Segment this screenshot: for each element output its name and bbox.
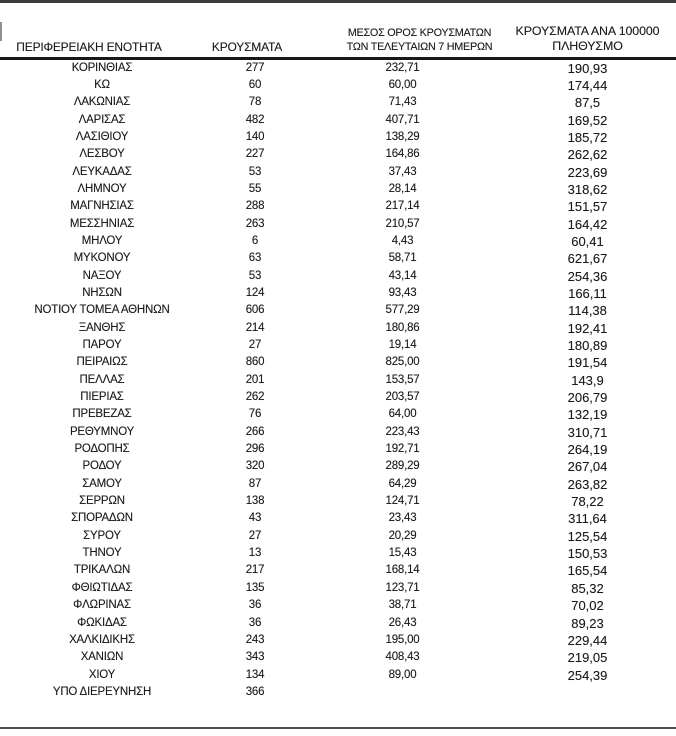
cell-7day-average: 4,43 (391, 234, 414, 247)
table-row (0, 198, 676, 215)
cell-cases-per-100000: 89,23 (571, 615, 604, 631)
cell-7day-average: 168,14 (385, 564, 420, 577)
cell-region: ΦΩΚΙΔΑΣ (77, 616, 127, 629)
header-7day-average (323, 0, 516, 57)
cell-region: ΡΟΔΟΥ (82, 460, 122, 473)
cell-cases-per-100000: 206,79 (567, 390, 608, 406)
cell-7day-average: 153,57 (385, 373, 420, 386)
cell-cases-per-100000: 223,69 (567, 164, 608, 180)
cell-cases-per-100000: 264,19 (567, 442, 608, 458)
header-7day-average-line2: ΤΩΝ ΤΕΛΕΥΤΑΙΩΝ 7 ΗΜΕΡΩΝ (346, 40, 493, 53)
cell-7day-average: 20,29 (388, 529, 417, 542)
cell-cases-per-100000: 143,9 (571, 372, 604, 388)
cell-7day-average: 60,00 (388, 78, 417, 91)
cell-region: ΝΗΣΩΝ (82, 286, 122, 299)
cell-cases-per-100000: 125,54 (567, 528, 608, 544)
cell-region: ΛΗΜΝΟΥ (77, 182, 127, 195)
cell-7day-average: 164,86 (385, 148, 420, 161)
table-row (0, 545, 676, 562)
cell-7day-average: 210,57 (385, 217, 420, 230)
cell-7day-average: 28,14 (388, 182, 417, 195)
cell-cases: 135 (245, 581, 265, 594)
cell-cases: 860 (245, 356, 265, 369)
cell-region: ΞΑΝΘΗΣ (78, 321, 126, 334)
table-row (0, 112, 676, 129)
cell-cases: 124 (245, 286, 265, 299)
cell-cases-per-100000: 174,44 (567, 77, 608, 93)
cell-cases: 217 (245, 564, 265, 577)
cell-cases: 263 (245, 217, 265, 230)
cell-7day-average: 37,43 (388, 165, 417, 178)
cell-7day-average: 58,71 (388, 252, 417, 265)
cell-cases: 76 (248, 408, 262, 421)
header-regional-unit (0, 0, 191, 57)
cell-cases: 266 (245, 425, 265, 438)
cell-cases: 13 (248, 547, 262, 560)
header-cases-per-100000-line2: ΠΛΗΘΥΣΜΟ (552, 39, 623, 53)
cell-7day-average: 289,29 (385, 460, 420, 473)
cell-cases: 296 (245, 443, 265, 456)
cell-7day-average: 123,71 (385, 581, 420, 594)
cell-7day-average: 89,00 (388, 668, 417, 681)
cell-cases-per-100000: 254,39 (567, 667, 608, 683)
cell-7day-average: 26,43 (388, 616, 417, 629)
cell-region: ΧΑΛΚΙΔΙΚΗΣ (69, 633, 135, 646)
cell-cases-per-100000: 151,57 (567, 199, 608, 215)
table-row (0, 302, 676, 319)
cell-cases-per-100000: 263,82 (567, 476, 608, 492)
cell-region: ΚΟΡΙΝΘΙΑΣ (71, 61, 133, 74)
cell-cases-per-100000: 164,42 (567, 216, 608, 232)
cell-cases-per-100000: 185,72 (567, 129, 608, 145)
cell-region: ΛΕΥΚΑΔΑΣ (72, 165, 132, 178)
table-row (0, 146, 676, 163)
cell-cases: 201 (245, 373, 265, 386)
table-row (0, 216, 676, 233)
cell-cases: 78 (248, 96, 262, 109)
cell-7day-average: 64,29 (388, 477, 417, 490)
cell-cases: 134 (245, 668, 265, 681)
cell-region: ΤΗΝΟΥ (82, 547, 122, 560)
cell-7day-average: 195,00 (385, 633, 420, 646)
table-row (0, 285, 676, 302)
cell-cases: 482 (245, 113, 265, 126)
cell-region: ΣΑΜΟΥ (82, 477, 122, 490)
header-cases-per-100000-line1: ΚΡΟΥΣΜΑΤΑ ΑΝΑ 100000 (515, 24, 660, 38)
cell-region: ΧΑΝΙΩΝ (80, 651, 124, 664)
cell-cases: 320 (245, 460, 265, 473)
cell-cases-per-100000: 229,44 (567, 632, 608, 648)
cell-cases: 277 (245, 61, 265, 74)
cell-cases-per-100000: 254,36 (567, 268, 608, 284)
table-row (0, 684, 676, 701)
cell-cases: 227 (245, 148, 265, 161)
cell-region: ΛΑΣΙΘΙΟΥ (75, 130, 129, 143)
cell-region: ΣΠΟΡΑΔΩΝ (71, 512, 133, 525)
cell-region: ΡΟΔΟΠΗΣ (74, 443, 130, 456)
table-row (0, 233, 676, 250)
table-header (0, 0, 676, 57)
header-cases-label: ΚΡΟΥΣΜΑΤΑ (211, 40, 283, 54)
cell-7day-average: 138,29 (385, 130, 420, 143)
bottom-rule (0, 727, 676, 729)
cell-cases: 6 (251, 234, 259, 247)
cell-region: ΜΗΛΟΥ (81, 234, 123, 247)
table-row (0, 354, 676, 371)
cell-cases-per-100000: 166,11 (568, 285, 607, 301)
cell-region: ΥΠΟ ΔΙΕΡΕΥΝΗΣΗ (52, 685, 152, 698)
cell-region: ΚΩ (94, 78, 110, 91)
table-row (0, 493, 676, 510)
cell-7day-average: 38,71 (388, 599, 417, 612)
cell-region: ΣΕΡΡΩΝ (79, 495, 125, 508)
cell-cases: 214 (245, 321, 265, 334)
table-row (0, 389, 676, 406)
cell-cases-per-100000: 180,89 (567, 338, 608, 353)
cell-region: ΜΑΓΝΗΣΙΑΣ (70, 200, 134, 213)
cell-7day-average: 407,71 (385, 113, 420, 126)
cell-cases: 36 (248, 599, 262, 612)
table-row (0, 424, 676, 441)
cell-region: ΦΘΙΩΤΙΔΑΣ (71, 581, 133, 594)
cell-cases: 343 (245, 651, 265, 664)
cell-cases: 606 (245, 304, 265, 317)
cell-cases-per-100000: 78,22 (571, 494, 604, 510)
cell-cases: 87 (248, 477, 262, 490)
cell-7day-average: 223,43 (385, 425, 420, 438)
cell-7day-average: 232,71 (385, 61, 420, 74)
cell-7day-average: 43,14 (388, 269, 417, 282)
header-regional-unit-label: ΠΕΡΙΦΕΡΕΙΑΚΗ ΕΝΟΤΗΤΑ (16, 40, 162, 54)
table-row (0, 580, 676, 597)
cell-7day-average: 15,43 (388, 547, 417, 560)
cell-7day-average: 64,00 (388, 408, 417, 421)
cell-region: ΠΑΡΟΥ (82, 339, 122, 351)
cell-7day-average: 71,43 (388, 96, 417, 109)
cell-7day-average: 19,14 (388, 339, 417, 351)
cell-cases-per-100000: 165,54 (567, 563, 608, 579)
cell-region: ΠΕΛΛΑΣ (79, 373, 125, 386)
cell-region: ΦΛΩΡΙΝΑΣ (73, 599, 131, 612)
header-7day-average-line1: ΜΕΣΟΣ ΟΡΟΣ ΚΡΟΥΣΜΑΤΩΝ (347, 27, 492, 39)
cell-cases-per-100000: 267,04 (567, 459, 608, 475)
cell-region: ΠΙΕΡΙΑΣ (80, 391, 124, 404)
cell-cases-per-100000: 318,62 (567, 181, 608, 197)
cell-region: ΣΥΡΟΥ (83, 529, 121, 542)
cell-region: ΜΥΚΟΝΟΥ (73, 252, 131, 265)
cell-7day-average: 192,71 (385, 443, 420, 456)
cell-region: ΛΕΣΒΟΥ (79, 148, 125, 161)
cell-7day-average: 23,43 (388, 512, 417, 525)
cell-cases-per-100000: 169,52 (567, 112, 608, 128)
table-body (0, 60, 676, 702)
cell-cases-per-100000: 219,05 (567, 650, 608, 666)
cell-region: ΠΡΕΒΕΖΑΣ (72, 408, 132, 421)
cell-7day-average: 124,71 (385, 495, 420, 508)
table-row (0, 406, 676, 423)
table-row (0, 268, 676, 285)
cell-cases: 53 (248, 269, 262, 282)
cell-cases: 60 (248, 78, 262, 91)
cell-cases: 53 (248, 165, 262, 178)
cell-cases-per-100000: 60,41 (571, 233, 604, 249)
cell-7day-average: 408,43 (385, 651, 420, 664)
table-row (0, 597, 676, 614)
cell-7day-average: 825,00 (385, 356, 420, 369)
cell-cases: 140 (245, 130, 265, 143)
table-row (0, 528, 676, 545)
table-row (0, 181, 676, 198)
cell-region: ΛΑΡΙΣΑΣ (78, 113, 126, 126)
cell-region: ΧΙΟΥ (88, 668, 116, 681)
cell-cases-per-100000: 190,93 (567, 60, 608, 76)
cell-cases-per-100000: 87,5 (574, 95, 601, 111)
cell-7day-average: 217,14 (385, 200, 420, 213)
table-row (0, 372, 676, 389)
cell-cases-per-100000: 191,54 (567, 355, 608, 371)
cell-cases: 55 (248, 182, 262, 195)
cell-cases: 36 (248, 616, 262, 629)
table-row (0, 441, 676, 458)
table-row (0, 649, 676, 666)
cell-region: ΠΕΙΡΑΙΩΣ (76, 356, 128, 369)
cell-region: ΝΑΞΟΥ (82, 269, 122, 282)
cell-cases-per-100000: 150,53 (567, 546, 608, 562)
table-row (0, 562, 676, 579)
table-row (0, 615, 676, 632)
cell-region: ΝΟΤΙΟΥ ΤΟΜΕΑ ΑΘΗΝΩΝ (34, 304, 170, 317)
cell-cases-per-100000: 621,67 (567, 251, 608, 267)
table-row (0, 60, 676, 77)
cell-cases-per-100000: 132,19 (567, 407, 608, 423)
table-row (0, 510, 676, 527)
cell-7day-average: 577,29 (385, 304, 420, 317)
cell-cases: 243 (245, 633, 265, 646)
table-row (0, 667, 676, 684)
cell-cases-per-100000: 114,38 (568, 303, 607, 319)
cell-cases: 27 (248, 339, 262, 351)
cell-cases-per-100000: 70,02 (571, 598, 604, 614)
table-row (0, 476, 676, 493)
cell-cases: 288 (245, 200, 265, 213)
cell-cases: 63 (248, 252, 262, 265)
table-row (0, 632, 676, 649)
cell-region: ΛΑΚΩΝΙΑΣ (73, 96, 131, 109)
cell-cases: 262 (245, 391, 265, 404)
cell-7day-average: 180,86 (385, 321, 420, 334)
cell-region: ΤΡΙΚΑΛΩΝ (73, 564, 131, 577)
table-row (0, 129, 676, 146)
cell-cases-per-100000: 310,71 (567, 424, 608, 440)
cell-cases: 366 (245, 685, 265, 698)
table-row (0, 337, 676, 354)
table-row (0, 94, 676, 111)
cell-cases-per-100000: 311,64 (568, 511, 607, 527)
table-row (0, 320, 676, 337)
cell-cases-per-100000: 262,62 (567, 147, 608, 163)
cell-region: ΡΕΘΥΜΝΟΥ (69, 425, 135, 438)
header-cases (196, 0, 298, 57)
table-row (0, 250, 676, 267)
cell-7day-average: 203,57 (385, 391, 420, 404)
cell-cases: 27 (248, 529, 262, 542)
header-cases-per-100000 (499, 0, 676, 57)
cell-7day-average: 93,43 (388, 286, 417, 299)
table-row (0, 77, 676, 94)
table-row (0, 164, 676, 181)
cell-cases-per-100000: 192,41 (567, 320, 608, 336)
cell-cases-per-100000: 85,32 (571, 580, 604, 596)
cell-cases: 43 (248, 512, 262, 525)
cell-region: ΜΕΣΣΗΝΙΑΣ (69, 217, 135, 230)
cell-cases: 138 (245, 495, 265, 508)
table-row (0, 458, 676, 475)
